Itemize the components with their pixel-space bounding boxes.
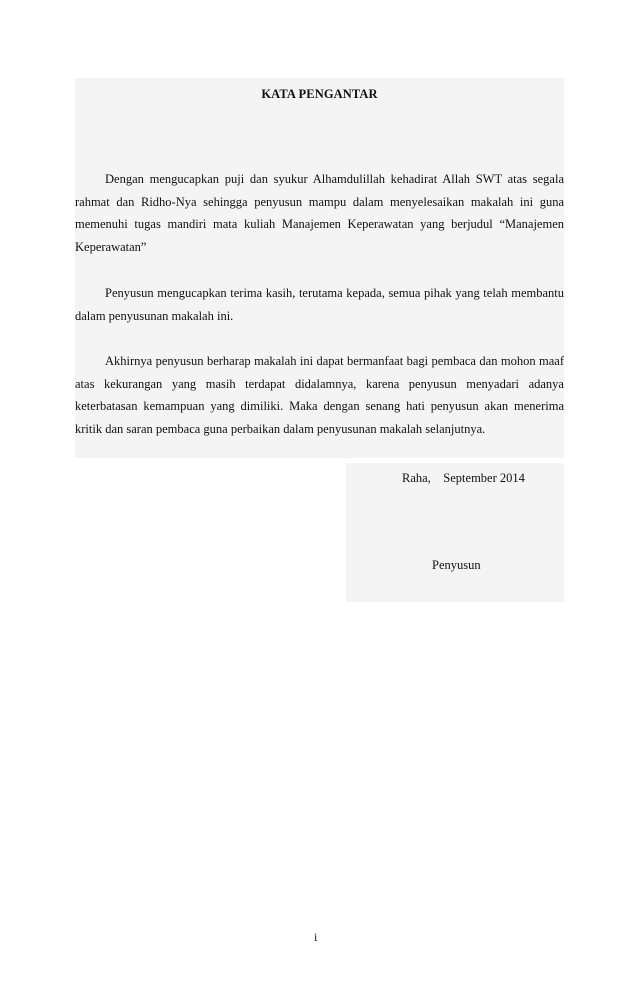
preface-content-block bbox=[75, 78, 564, 458]
page-number: i bbox=[314, 930, 318, 944]
paragraph-opening: Dengan mengucapkan puji dan syukur Alhamdulillah kehadirat Allah SWT atas segala rahmat dan Ridho-Nya sehingga penyusun mampu dalam menyelesaikan makalah ini guna memenuhi tugas mandiri mata kuliah Manajemen Keperawatan yang berjudul “Manajemen Keperawatan” bbox=[75, 172, 564, 255]
signer-name: Penyusun bbox=[432, 558, 481, 572]
signature-block bbox=[346, 463, 564, 602]
paragraph-thanks: Penyusun mengucapkan terima kasih, terutama kepada, semua pihak yang telah membantu dalam penyusunan makalah ini. bbox=[75, 286, 564, 323]
page-title: KATA PENGANTAR bbox=[261, 87, 378, 101]
paragraph-closing: Akhirnya penyusun berharap makalah ini dapat bermanfaat bagi pembaca dan mohon maaf atas kekurangan yang masih terdapat didalamnya, karena penyusun menyadari adanya keterbatasan kemampuan yang dimiliki. Maka dengan senang hati penyusun akan menerima kritik dan saran pembaca guna perbaikan dalam penyusunan makalah selanjutnya. bbox=[75, 354, 564, 437]
place-date: Raha, September 2014 bbox=[402, 471, 525, 485]
